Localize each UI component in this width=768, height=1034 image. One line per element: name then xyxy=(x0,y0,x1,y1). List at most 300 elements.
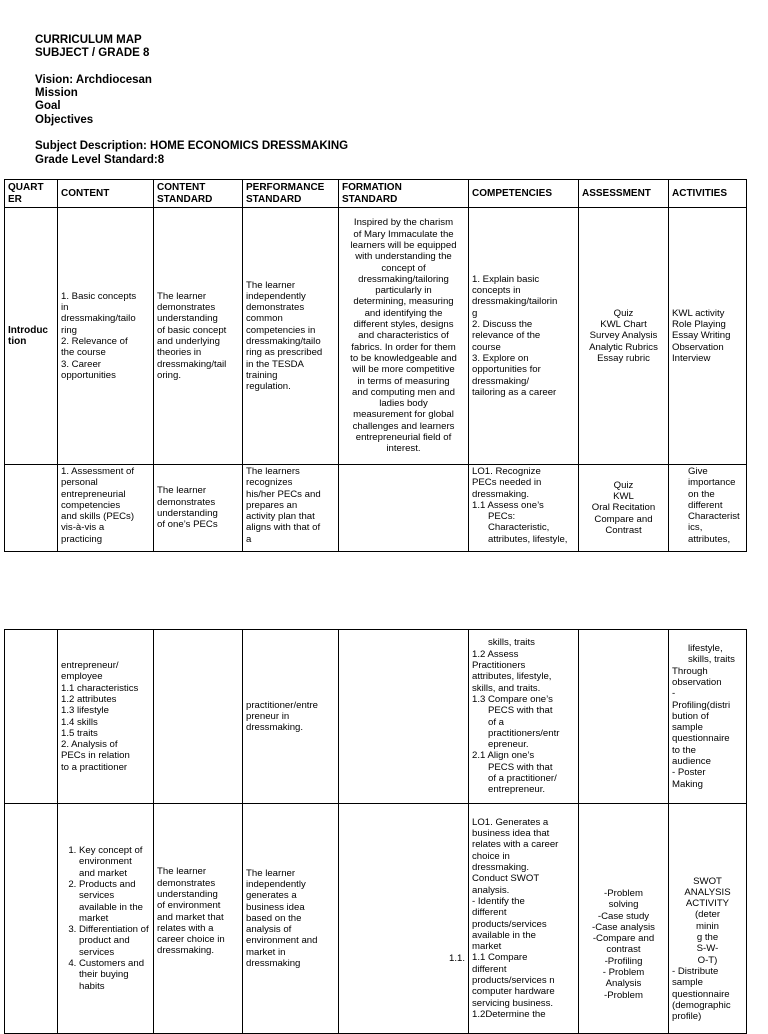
text-line: the course xyxy=(61,347,106,359)
content-cell xyxy=(58,465,154,552)
formation-standard-text xyxy=(342,217,465,454)
text-line: 1.4 skills xyxy=(61,716,98,728)
text-line: 2. Discuss the xyxy=(472,319,533,331)
text-line: particularly in xyxy=(375,285,432,297)
text-line: 2.1 Align one’s xyxy=(472,750,535,762)
text-line: Making xyxy=(672,778,703,790)
text-line: demonstrates xyxy=(157,496,216,508)
text-line: STANDARD xyxy=(157,193,213,205)
text-line: vis-à-vis a xyxy=(61,522,105,534)
mission-line: Mission xyxy=(35,87,78,100)
text-line: dressmaking/tail xyxy=(157,358,227,370)
text-line: 1. Basic concepts xyxy=(61,290,137,302)
text-line: theories in xyxy=(157,347,202,359)
text-line: The learner xyxy=(157,866,207,878)
formation-standard-cell xyxy=(339,208,469,465)
assessment-cell xyxy=(579,208,669,465)
goal-line: Goal xyxy=(35,100,61,113)
activities-cell xyxy=(669,804,747,1034)
text-line: relates with a xyxy=(157,922,214,934)
text-line: to be knowledgeable and xyxy=(350,352,457,364)
text-line: generates a xyxy=(246,890,297,902)
header-quarter xyxy=(5,180,58,208)
text-line: FORMATION xyxy=(342,182,402,193)
text-line: to a practitioner xyxy=(61,761,128,773)
text-line: in xyxy=(61,302,69,314)
performance-standard-cell xyxy=(243,208,339,465)
performance-standard-cell xyxy=(243,804,339,1034)
text-line: with understanding the xyxy=(355,251,452,263)
assessment-text xyxy=(582,888,665,1001)
header-performance-standard xyxy=(243,180,339,208)
content-cell xyxy=(58,804,154,1034)
text-line: epreneur. xyxy=(488,739,529,751)
assessment-cell xyxy=(579,804,669,1034)
activities-text xyxy=(672,308,743,364)
text-line: to the xyxy=(672,744,697,756)
text-line: -Problem xyxy=(604,888,643,899)
content-cell xyxy=(58,208,154,465)
text-line: Survey Analysis xyxy=(589,330,658,342)
text-line: recognizes xyxy=(246,477,293,489)
text-line: competencies xyxy=(61,499,121,511)
content-standard-cell xyxy=(154,208,243,465)
text-line: 1.5 traits xyxy=(61,727,98,739)
text-line: observation xyxy=(672,676,722,688)
content-standard-cell xyxy=(154,465,243,552)
competencies-text xyxy=(472,637,575,795)
text-line: -Case study xyxy=(597,910,650,922)
text-line: of a practitioner/ xyxy=(488,772,557,784)
text-line: environment and xyxy=(246,935,318,947)
text-line: course xyxy=(472,341,501,353)
text-line: Characterist xyxy=(688,511,740,523)
text-line: The learner xyxy=(157,290,207,302)
text-line: based on the xyxy=(246,912,302,924)
text-line: Quiz xyxy=(613,479,634,491)
text-line: his/her PECs and xyxy=(246,488,321,500)
text-line: relevance of the xyxy=(472,330,541,342)
text-line: ladies body xyxy=(379,398,428,410)
competency-marker: 1.1. xyxy=(448,953,465,965)
text-line: Compare and xyxy=(594,513,653,525)
text-line: 1.1 characteristics xyxy=(61,682,139,694)
text-line: dressmaking. xyxy=(472,862,530,874)
text-line: demonstrates xyxy=(157,877,216,889)
text-line: understanding xyxy=(157,888,218,900)
quarter-text xyxy=(8,325,54,348)
text-line: personal xyxy=(61,477,98,489)
text-line: employee xyxy=(61,671,103,683)
text-line: The learner xyxy=(246,867,296,879)
text-line: computer hardware xyxy=(472,986,555,998)
text-line: dressmaking. xyxy=(246,722,304,734)
text-line: lifestyle, xyxy=(688,643,723,655)
competencies-cell xyxy=(469,804,579,1034)
text-line: common xyxy=(246,313,283,325)
text-line: Inspired by the charism xyxy=(353,217,454,229)
text-line: practicing xyxy=(61,533,103,545)
text-line: ER xyxy=(8,193,22,205)
text-line: attributes, xyxy=(688,533,731,545)
text-line: will be more competitive xyxy=(352,364,455,376)
competencies-text xyxy=(472,817,575,1020)
text-line: concept of xyxy=(381,262,426,274)
text-line: independently xyxy=(246,878,306,890)
activities-text xyxy=(672,643,743,790)
content-text xyxy=(61,660,150,773)
text-line: in the TESDA xyxy=(246,358,304,370)
text-line: and market that xyxy=(157,911,224,923)
assessment-cell-empty xyxy=(579,630,669,804)
assessment-cell xyxy=(579,465,669,552)
text-line: KWL Chart xyxy=(600,319,647,331)
text-line: -Profiling xyxy=(604,955,643,967)
text-line: profile) xyxy=(672,1011,702,1023)
text-line: sample xyxy=(672,722,703,734)
text-line: opportunities for xyxy=(472,364,541,376)
text-line: Analysis xyxy=(605,978,642,990)
text-line: tion xyxy=(8,336,27,347)
quarter-cell xyxy=(5,208,58,465)
text-line: products/services xyxy=(472,918,547,930)
text-line: dressmaking/tailo xyxy=(61,313,136,325)
vision-line: Vision: Archdiocesan xyxy=(35,73,152,86)
text-line: PECS with that xyxy=(488,761,553,773)
header-formation-standard xyxy=(339,180,469,208)
text-line: practitioners/entr xyxy=(488,727,560,739)
text-line: 3. Explore on xyxy=(472,352,529,364)
curriculum-table-page-2 xyxy=(4,629,747,1034)
text-line: ACTIVITY xyxy=(685,898,730,910)
formation-standard-cell-empty xyxy=(339,630,469,804)
text-line: skills, traits xyxy=(688,654,735,666)
performance-standard-text xyxy=(246,700,335,734)
text-line: concepts in xyxy=(472,285,521,297)
text-line: LO1. Recognize xyxy=(472,466,541,477)
text-line: demonstrates xyxy=(157,302,216,314)
text-line: -Case analysis xyxy=(592,921,655,933)
competencies-text xyxy=(472,466,575,550)
text-line: - Problem xyxy=(602,967,645,979)
formation-standard-cell xyxy=(339,804,469,1034)
competencies-text xyxy=(472,274,575,398)
text-line: on the xyxy=(688,488,715,500)
text-line: PECs in relation xyxy=(61,750,130,762)
text-line: interest. xyxy=(386,443,421,455)
header-content-standard xyxy=(154,180,243,208)
text-line: skills, and traits. xyxy=(472,682,541,694)
subject-description: Subject Description: HOME ECONOMICS DRESSMAKING xyxy=(35,140,349,153)
text-line: entrepreneurial field of xyxy=(355,432,452,444)
text-line: 1.2 Assess xyxy=(472,648,519,660)
content-standard-text xyxy=(157,485,239,530)
text-line: - Distribute xyxy=(672,965,719,977)
text-line: Through xyxy=(672,665,708,677)
quarter-cell-empty xyxy=(5,465,58,552)
text-line: analysis. xyxy=(472,884,510,896)
text-line: entrepreneur/ xyxy=(61,660,119,672)
text-line: sample xyxy=(672,977,703,989)
content-cell xyxy=(58,630,154,804)
text-line: Conduct SWOT xyxy=(472,873,540,885)
text-line: and underlying xyxy=(157,336,220,347)
list-item: 3. Differentiation of product and services xyxy=(79,924,150,958)
text-line: Analytic Rubrics xyxy=(589,341,658,353)
activities-text xyxy=(672,876,743,1023)
text-line: ring xyxy=(61,324,77,336)
text-line: Interview xyxy=(672,352,711,364)
text-line: dressmaking. xyxy=(157,945,215,957)
text-line: The learners xyxy=(246,466,300,477)
competencies-cell xyxy=(469,208,579,465)
text-line: of a xyxy=(488,716,505,728)
text-line: CONTENT xyxy=(157,182,206,193)
header-activities: ACTIVITIES xyxy=(669,180,747,208)
text-line: of basic concept xyxy=(157,324,227,336)
text-line: servicing business. xyxy=(472,997,554,1009)
text-line: minin xyxy=(696,920,719,932)
text-line: of Mary Immaculate the xyxy=(353,228,454,240)
content-standard-text xyxy=(157,866,239,956)
table-row-introduction xyxy=(5,208,747,465)
curriculum-table-page-1 xyxy=(4,179,747,552)
text-line: ANALYSIS xyxy=(684,886,731,898)
text-line: PECs needed in xyxy=(472,477,542,489)
performance-standard-text xyxy=(246,280,335,393)
text-line: KWL xyxy=(613,491,634,503)
text-line: (deter xyxy=(694,909,721,921)
text-line: understanding xyxy=(157,313,218,325)
header-assessment: ASSESSMENT xyxy=(579,180,669,208)
text-line: Role Playing xyxy=(672,319,726,331)
performance-standard-text xyxy=(246,868,335,970)
text-line: Introduc xyxy=(8,324,48,336)
activities-cell xyxy=(669,208,747,465)
header-content-standard-text xyxy=(157,182,239,205)
list-item: 1. Key concept of environment and market xyxy=(79,845,150,879)
text-line: market in xyxy=(246,946,286,958)
text-line: Practitioners xyxy=(472,660,526,672)
text-line: market xyxy=(472,941,502,953)
text-line: oring. xyxy=(157,369,181,381)
text-line: skills, traits xyxy=(488,637,535,649)
text-line: aligns with that of xyxy=(246,522,321,534)
text-line: Oral Recitation xyxy=(591,502,656,514)
text-line: Quiz xyxy=(613,307,634,319)
quarter-cell-empty xyxy=(5,630,58,804)
text-line: contrast xyxy=(606,944,641,956)
text-line: dressmaking/tailoring xyxy=(358,273,449,285)
text-line: of environment xyxy=(157,900,221,912)
text-line: in terms of measuring xyxy=(357,375,450,387)
content-standard-text xyxy=(157,291,239,381)
text-line: Give xyxy=(688,466,708,477)
text-line: demonstrates xyxy=(246,302,305,314)
text-line: opportunities xyxy=(61,369,116,381)
text-line: bution of xyxy=(672,710,709,722)
list-item: 4. Customers and their buying habits xyxy=(79,958,150,992)
text-line: entrepreneur. xyxy=(488,784,546,796)
text-line: dressmaking/tailorin xyxy=(472,296,558,308)
content-standard-cell-empty xyxy=(154,630,243,804)
text-line: dressmaking/ xyxy=(472,375,530,387)
text-line: preneur in xyxy=(246,710,290,722)
text-line: Observation xyxy=(672,341,724,353)
text-line: different xyxy=(472,907,507,919)
subject-line: SUBJECT / GRADE 8 xyxy=(35,47,150,60)
content-text xyxy=(61,466,150,550)
content-numbered-list xyxy=(61,845,150,992)
text-line: - xyxy=(672,688,676,700)
document-header xyxy=(35,34,348,167)
text-line: 1.2 attributes xyxy=(61,693,117,705)
text-line: Characteristic, xyxy=(488,522,550,534)
text-line: practitioner/entre xyxy=(246,699,318,711)
text-line: and characteristics of xyxy=(358,330,449,342)
text-line: questionnaire xyxy=(672,988,730,1000)
header-quarter-text xyxy=(8,182,54,205)
text-line: g the xyxy=(696,932,719,944)
text-line: questionnaire xyxy=(672,733,730,745)
competencies-cell xyxy=(469,630,579,804)
text-line: dressmaking. xyxy=(472,488,530,500)
grade-level-standard: Grade Level Standard:8 xyxy=(35,153,165,166)
text-line: ics, xyxy=(688,522,703,534)
text-line: STANDARD xyxy=(246,193,302,205)
text-line: understanding xyxy=(157,508,218,519)
text-line: regulation. xyxy=(246,381,291,393)
text-line: (demographic xyxy=(672,999,731,1011)
text-line: relates with a career xyxy=(472,839,559,851)
competencies-cell xyxy=(469,465,579,552)
text-line: of one’s PECs xyxy=(157,519,218,531)
activities-cell xyxy=(669,630,747,804)
table-row-pecs xyxy=(5,465,747,552)
objectives-line: Objectives xyxy=(35,113,94,126)
assessment-text xyxy=(582,308,665,364)
text-line: STANDARD xyxy=(342,193,398,205)
text-line: attributes, lifestyle, xyxy=(488,533,568,545)
text-line: entrepreneurial xyxy=(61,488,126,500)
header-performance-standard-text xyxy=(246,182,335,205)
text-line: challenges and learners xyxy=(352,420,455,432)
text-line: different styles, designs xyxy=(353,319,454,331)
text-line: business idea xyxy=(246,901,305,913)
text-line: 2. Analysis of xyxy=(61,739,118,751)
text-line: a xyxy=(246,533,252,545)
text-line: O-T) xyxy=(697,954,718,966)
text-line: 2. Relevance of xyxy=(61,336,128,347)
formation-standard-cell-empty xyxy=(339,465,469,552)
text-line: competencies in xyxy=(246,324,316,336)
text-line: measurement for global xyxy=(353,409,454,421)
activities-cell xyxy=(669,465,747,552)
header-formation-standard-text xyxy=(342,182,465,205)
performance-standard-cell xyxy=(243,465,339,552)
text-line: independently xyxy=(246,290,306,302)
text-line: QUART xyxy=(8,182,44,193)
text-line: prepares an xyxy=(246,499,298,511)
activities-text xyxy=(672,466,743,550)
text-line: learners will be equipped xyxy=(350,239,457,251)
text-line: solving xyxy=(608,899,639,911)
text-line: -Problem xyxy=(604,989,643,1001)
text-line: PECs: xyxy=(488,511,516,523)
text-line: S-W- xyxy=(696,943,719,955)
text-line: 1.1 Compare xyxy=(472,952,528,964)
text-line: business idea that xyxy=(472,828,550,840)
text-line: Essay rubric xyxy=(597,352,650,364)
text-line: career choice in xyxy=(157,934,225,946)
text-line: - Identify the xyxy=(472,895,525,907)
text-line: LO1. Generates a xyxy=(472,816,549,828)
text-line: PECS with that xyxy=(488,705,553,717)
text-line: importance xyxy=(688,477,736,489)
assessment-text xyxy=(582,480,665,536)
content-text xyxy=(61,291,150,381)
text-line: g xyxy=(472,307,478,319)
text-line: activity plan that xyxy=(246,511,315,523)
text-line: 3. Career xyxy=(61,358,101,370)
text-line: and skills (PECs) xyxy=(61,511,135,523)
text-line: Essay Writing xyxy=(672,330,731,342)
text-line: available in the xyxy=(472,929,537,941)
header-competencies: COMPETENCIES xyxy=(469,180,579,208)
text-line: determining, measuring xyxy=(353,296,454,308)
text-line: attributes, lifestyle, xyxy=(472,671,552,683)
text-line: 1.3 Compare one’s xyxy=(472,693,553,705)
table-header-row xyxy=(5,180,747,208)
text-line: KWL activity xyxy=(672,307,725,319)
text-line: dressmaking xyxy=(246,958,301,970)
text-line: The learner xyxy=(246,279,296,291)
text-line: different xyxy=(688,499,723,511)
table-row-pecs-continued xyxy=(5,630,747,804)
text-line: 1. Explain basic xyxy=(472,273,540,285)
text-line: products/services n xyxy=(472,974,555,986)
list-item: 2. Products and services available in the market xyxy=(79,879,150,924)
text-line: training xyxy=(246,369,278,381)
content-standard-cell xyxy=(154,804,243,1034)
performance-standard-text xyxy=(246,466,335,550)
header-content: CONTENT xyxy=(58,180,154,208)
text-line: analysis of xyxy=(246,924,292,936)
text-line: Contrast xyxy=(605,524,642,536)
text-line: The learner xyxy=(157,485,207,497)
text-line: fabrics. In order for them xyxy=(351,341,456,353)
text-line: PERFORMANCE xyxy=(246,182,325,193)
text-line: different xyxy=(472,963,507,975)
text-line: 1. Assessment of xyxy=(61,466,135,477)
text-line: and computing men and xyxy=(352,386,455,398)
document-title: CURRICULUM MAP xyxy=(35,34,142,46)
performance-standard-cell xyxy=(243,630,339,804)
text-line: 1.3 lifestyle xyxy=(61,705,109,717)
text-line: and identifying the xyxy=(364,307,443,319)
text-line: Profiling(distri xyxy=(672,699,731,711)
text-line: ring as prescribed xyxy=(246,347,323,359)
text-line: 1.1 Assess one’s xyxy=(472,499,544,511)
text-line: 1.2Determine the xyxy=(472,1008,546,1020)
text-line: SWOT xyxy=(693,875,722,887)
text-line: -Compare and xyxy=(592,933,655,945)
text-line: choice in xyxy=(472,850,510,862)
text-line: audience xyxy=(672,756,711,768)
quarter-cell-empty xyxy=(5,804,58,1034)
text-line: - Poster xyxy=(672,767,706,779)
table-row-environment-market xyxy=(5,804,747,1034)
